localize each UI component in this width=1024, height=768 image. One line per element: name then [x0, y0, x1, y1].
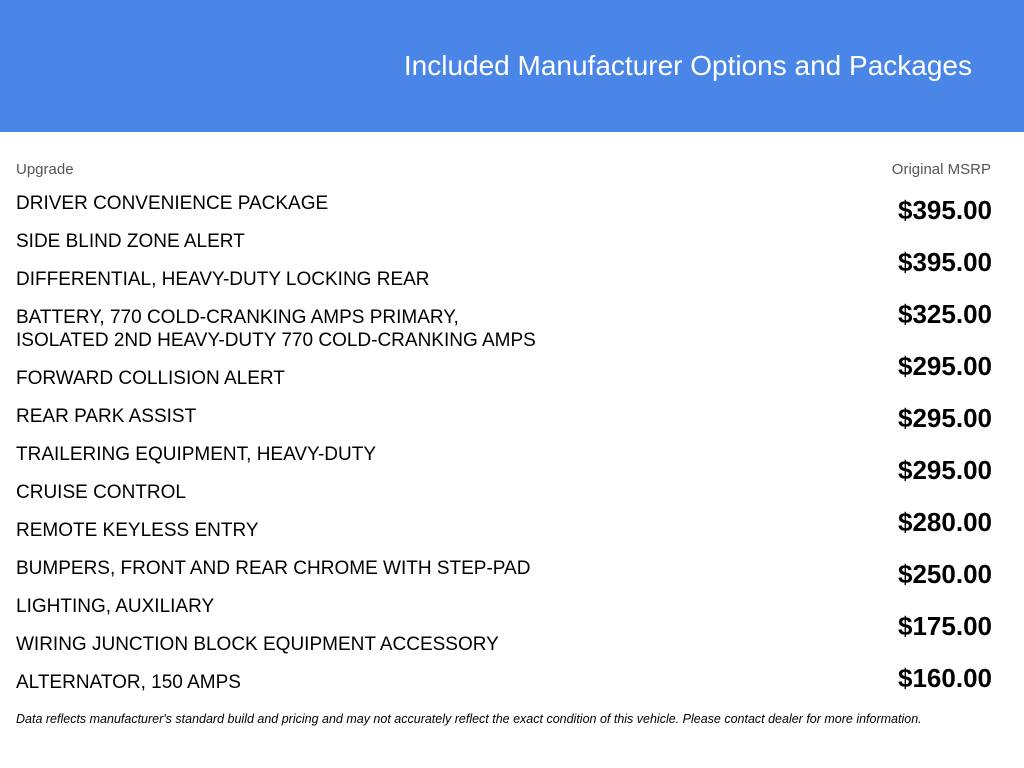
disclaimer-text: Data reflects manufacturer's standard build and pricing and may not accurately reflect the exact condition of this vehicle. Please contact dealer for more information.	[16, 712, 922, 726]
upgrade-item: BATTERY, 770 COLD-CRANKING AMPS PRIMARY, ISOLATED 2ND HEAVY-DUTY 770 COLD-CRANKING AMPS	[16, 307, 536, 351]
upgrade-item: ALTERNATOR, 150 AMPS	[16, 672, 241, 693]
upgrade-item: DRIVER CONVENIENCE PACKAGE	[16, 193, 329, 214]
msrp-price: $395.00	[898, 247, 992, 277]
page-title: Included Manufacturer Options and Packages	[403, 50, 972, 81]
upgrade-column-header: Upgrade	[16, 161, 74, 178]
upgrade-item: DIFFERENTIAL, HEAVY-DUTY LOCKING REAR	[16, 269, 430, 290]
upgrade-item: SIDE BLIND ZONE ALERT	[16, 231, 245, 252]
upgrade-item: TRAILERING EQUIPMENT, HEAVY-DUTY	[16, 444, 377, 465]
msrp-price: $175.00	[898, 611, 992, 641]
msrp-price: $295.00	[898, 455, 992, 485]
msrp-price: $325.00	[898, 299, 992, 329]
price-list	[898, 193, 992, 713]
upgrade-item: LIGHTING, AUXILIARY	[16, 596, 215, 617]
msrp-price: $160.00	[898, 663, 992, 693]
upgrade-item: REAR PARK ASSIST	[16, 406, 197, 427]
page-header	[0, 0, 1024, 132]
msrp-price: $295.00	[898, 351, 992, 381]
upgrade-item: CRUISE CONTROL	[16, 482, 186, 503]
msrp-price: $395.00	[898, 195, 992, 225]
msrp-column-header: Original MSRP	[891, 161, 991, 178]
upgrade-item: BUMPERS, FRONT AND REAR CHROME WITH STEP-PAD	[16, 558, 531, 579]
upgrade-list	[16, 192, 716, 709]
msrp-price: $250.00	[898, 559, 992, 589]
upgrade-item: WIRING JUNCTION BLOCK EQUIPMENT ACCESSORY	[16, 634, 499, 655]
upgrade-item: FORWARD COLLISION ALERT	[16, 368, 285, 389]
msrp-price: $295.00	[898, 403, 992, 433]
msrp-price: $280.00	[898, 507, 992, 537]
upgrade-item: REMOTE KEYLESS ENTRY	[16, 520, 259, 541]
